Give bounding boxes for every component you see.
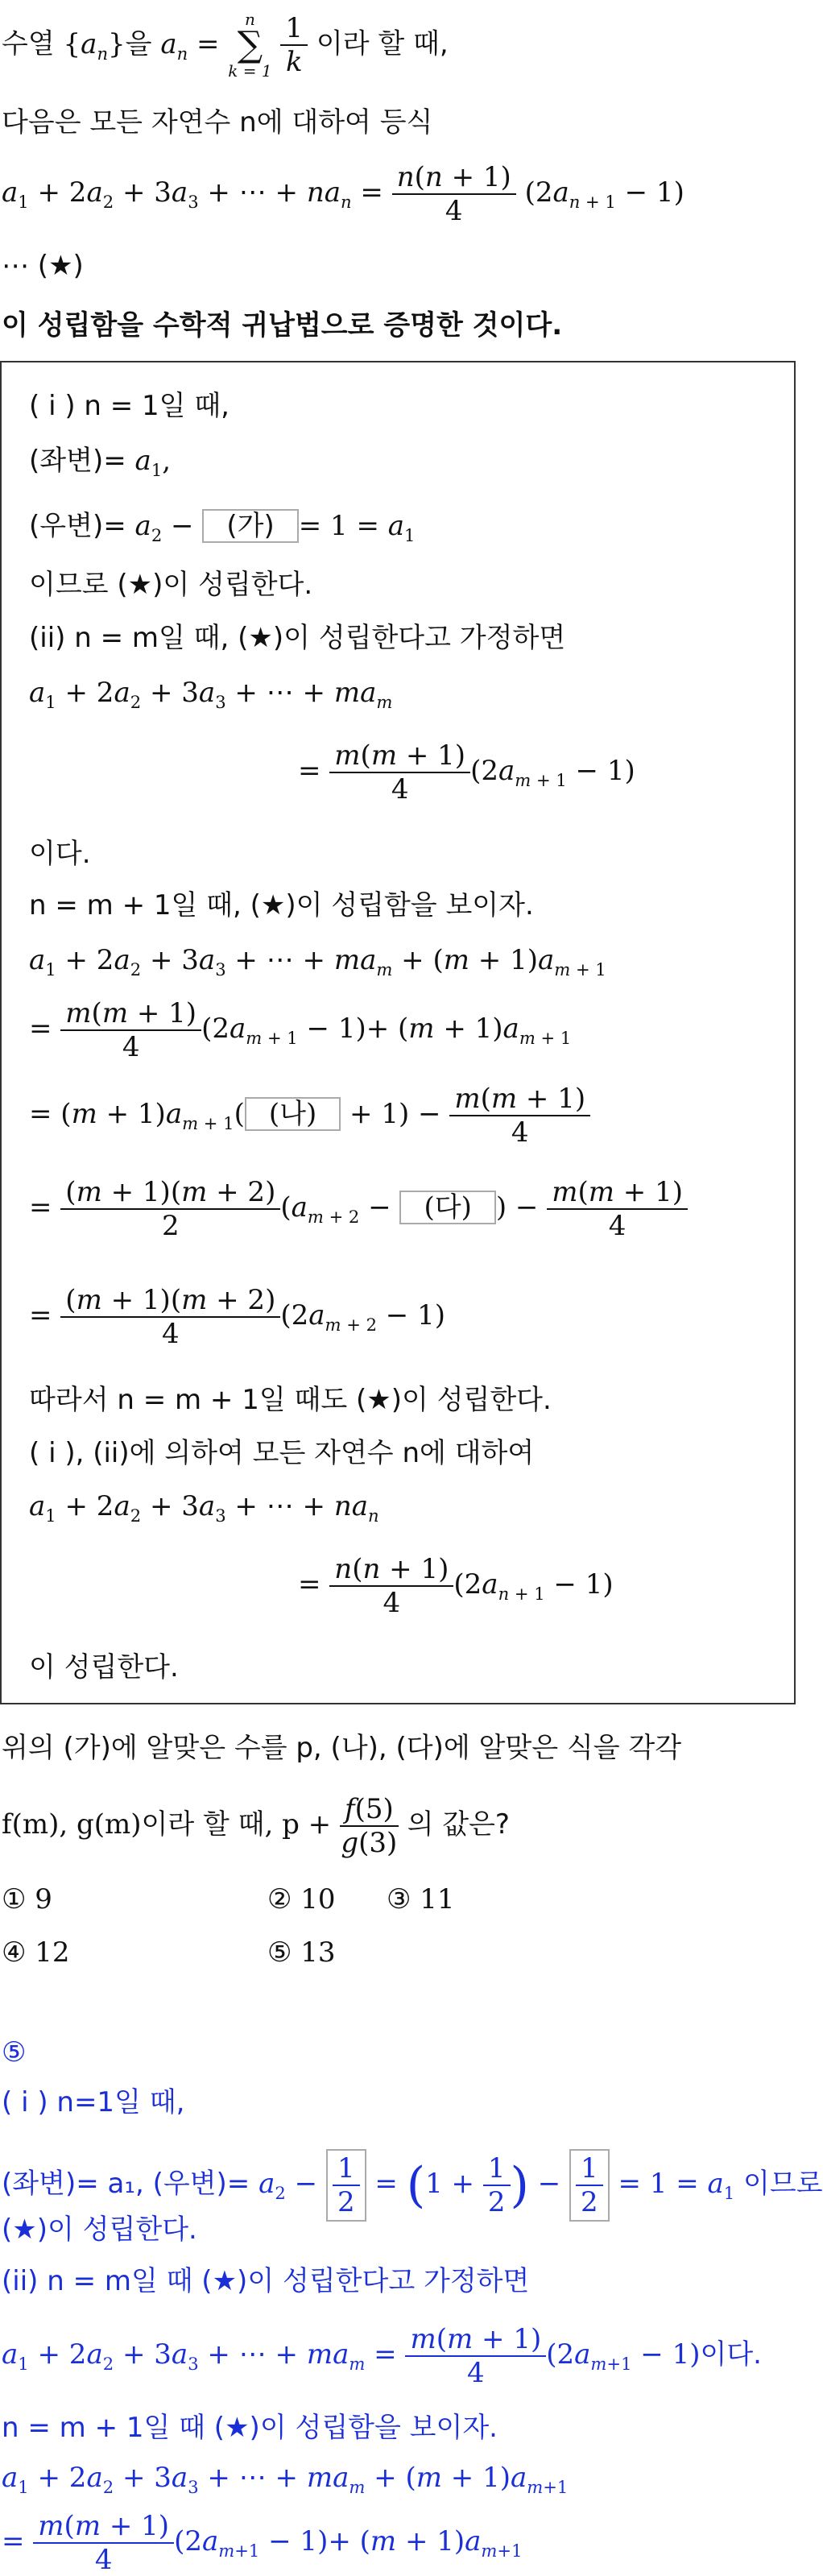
proof-hypothesis-rhs: = $\frac{m(m + 1)}{4}$ $(2a_{m + 1} - 1)$ xyxy=(298,739,635,806)
proof-show-line: n = m + 1일 때, (★)이 성립함을 보이자. xyxy=(29,889,534,921)
proof-case2-header: (ii) n = m일 때, (★)이 성립한다고 가정하면 xyxy=(29,622,566,654)
choice-1[interactable]: ① 9 xyxy=(2,1883,52,1915)
proof-by-induction: ( i ), (ii)에 의하여 모든 자연수 n에 대하여 xyxy=(29,1437,535,1469)
solution-step-lhs: $a_1 + 2a_2 + 3a_3$ + ⋯ + $ma_m + (m + 1)a_{m+1}$ xyxy=(2,2462,569,2497)
proof-case1-conclusion: 이므로 (★)이 성립한다. xyxy=(29,569,313,601)
problem-intro: 수열 $\{a_n\}$을 $a_n$ = n ∑ k = 1 $\frac{1}{k}$ 이라 할 때, xyxy=(2,10,449,81)
proof-step-3: = $\frac{(m + 1)(m + 2)}{2}$ ($a_{m + 2}$ − (다) ) − $\frac{m(m + 1)}{4}$ xyxy=(29,1176,688,1242)
proof-step-1: = $\frac{m(m + 1)}{4}$ $(2a_{m + 1} - 1)+ (m + 1)a_{m + 1}$ xyxy=(29,997,572,1063)
choice-4[interactable]: ④ 12 xyxy=(2,1936,70,1969)
proof-final-rhs: = $\frac{n(n + 1)}{4}$ $(2a_{n + 1} - 1)$ xyxy=(298,1553,614,1619)
problem-instruction: 이 성립함을 수학적 귀납법으로 증명한 것이다. xyxy=(2,309,563,342)
blank-da[interactable]: (다) xyxy=(399,1191,495,1224)
solution-answer: ⑤ xyxy=(2,2036,27,2069)
choice-5[interactable]: ⑤ 13 xyxy=(267,1936,336,1969)
proof-therefore: 따라서 n = m + 1일 때도 (★)이 성립한다. xyxy=(29,1384,552,1416)
choice-3[interactable]: ③ 11 xyxy=(387,1883,455,1915)
solution-hypothesis: $a_1 + 2a_2 + 3a_3$ + ⋯ + $ma_m$ = $\frac{m(m + 1)}{4}$ $(2a_{m+1} - 1)$이다. xyxy=(2,2323,762,2389)
problem-statement: 다음은 모든 자연수 n에 대하여 등식 xyxy=(2,106,433,139)
proof-case1-header: ( i ) n = 1일 때, xyxy=(29,390,230,422)
question-prefix: f(m), g(m)이라 할 때, p + xyxy=(2,1808,332,1841)
proof-step-lhs: $a_1 + 2a_2 + 3a_3$ + ⋯ + $ma_m + (m + 1)a_{m + 1}$ xyxy=(29,944,606,979)
proof-step-4: = $\frac{(m + 1)(m + 2)}{4}$ $(2a_{m + 2} - 1)$ xyxy=(29,1284,445,1350)
proof-ida: 이다. xyxy=(29,838,91,870)
intro-prefix: 수열 xyxy=(2,27,55,60)
solution-show-line: n = m + 1일 때 (★)이 성립함을 보이자. xyxy=(2,2412,498,2444)
solution-eq-suffix: 이므로 xyxy=(743,2168,823,2200)
solution-case1-eq: (좌변)= a₁, (우변)= $a_2$ − $\frac{1}{2}$ = (1 + $\frac{1}{2}$ ) − $\frac{1}{2}$ = $1 = a_1$ 이므로 xyxy=(2,2149,823,2222)
sigma-symbol: n ∑ k = 1 xyxy=(228,10,272,81)
question-line2: f(m), g(m)이라 할 때, p + $\frac{f(5)}{g(3)}$ 의 값은? xyxy=(2,1793,510,1859)
main-identity: $a_1 + 2a_2 + 3a_3$ + ⋯ + $na_n$ = $\frac{n(n + 1)}{4}$ $(2a_{n + 1} - 1)$ xyxy=(2,161,684,227)
intro-suffix: 이라 할 때, xyxy=(316,27,449,60)
solution-ida: 이다. xyxy=(700,2338,762,2371)
blank-na[interactable]: (나) xyxy=(245,1097,341,1131)
proof-step-2: = $(m + 1)a_{m + 1}$( (나) + 1) − $\frac{m(m + 1)}{4}$ xyxy=(29,1083,590,1149)
proof-left-side: (좌변)= $a_1$, xyxy=(29,445,172,480)
choice-2[interactable]: ② 10 xyxy=(267,1883,336,1915)
proof-final-lhs: $a_1 + 2a_2 + 3a_3$ + ⋯ + $na_n$ xyxy=(29,1490,379,1526)
solution-eq-prefix: (좌변)= a₁, (우변)= xyxy=(2,2168,250,2200)
blank-ga[interactable]: (가) xyxy=(202,509,298,543)
solution-case1-conclusion: (★)이 성립한다. xyxy=(2,2214,197,2246)
right-label: (우변)= xyxy=(29,510,126,542)
proof-holds: 이 성립한다. xyxy=(29,1651,179,1684)
solution-case2-header: (ii) n = m일 때 (★)이 성립한다고 가정하면 xyxy=(2,2265,530,2297)
solution-step-1: = $\frac{m(m + 1)}{4}$ $(2a_{m+1} - 1)+ (m + 1)a_{m+1}$ xyxy=(2,2510,523,2576)
solution-case1-header: ( i ) n=1일 때, xyxy=(2,2086,185,2118)
proof-right-side: (우변)= $a_2$ − (가) = $1 = a_1$ xyxy=(29,510,416,545)
question-line1: 위의 (가)에 알맞은 수를 p, (나), (다)에 알맞은 식을 각각 xyxy=(2,1732,682,1764)
left-label: (좌변)= xyxy=(29,445,126,477)
star-label: ⋯ (★) xyxy=(2,250,84,282)
question-suffix: 의 값은? xyxy=(407,1808,510,1841)
proof-hypothesis-lhs: $a_1 + 2a_2 + 3a_3$ + ⋯ + $ma_m$ xyxy=(29,677,393,712)
